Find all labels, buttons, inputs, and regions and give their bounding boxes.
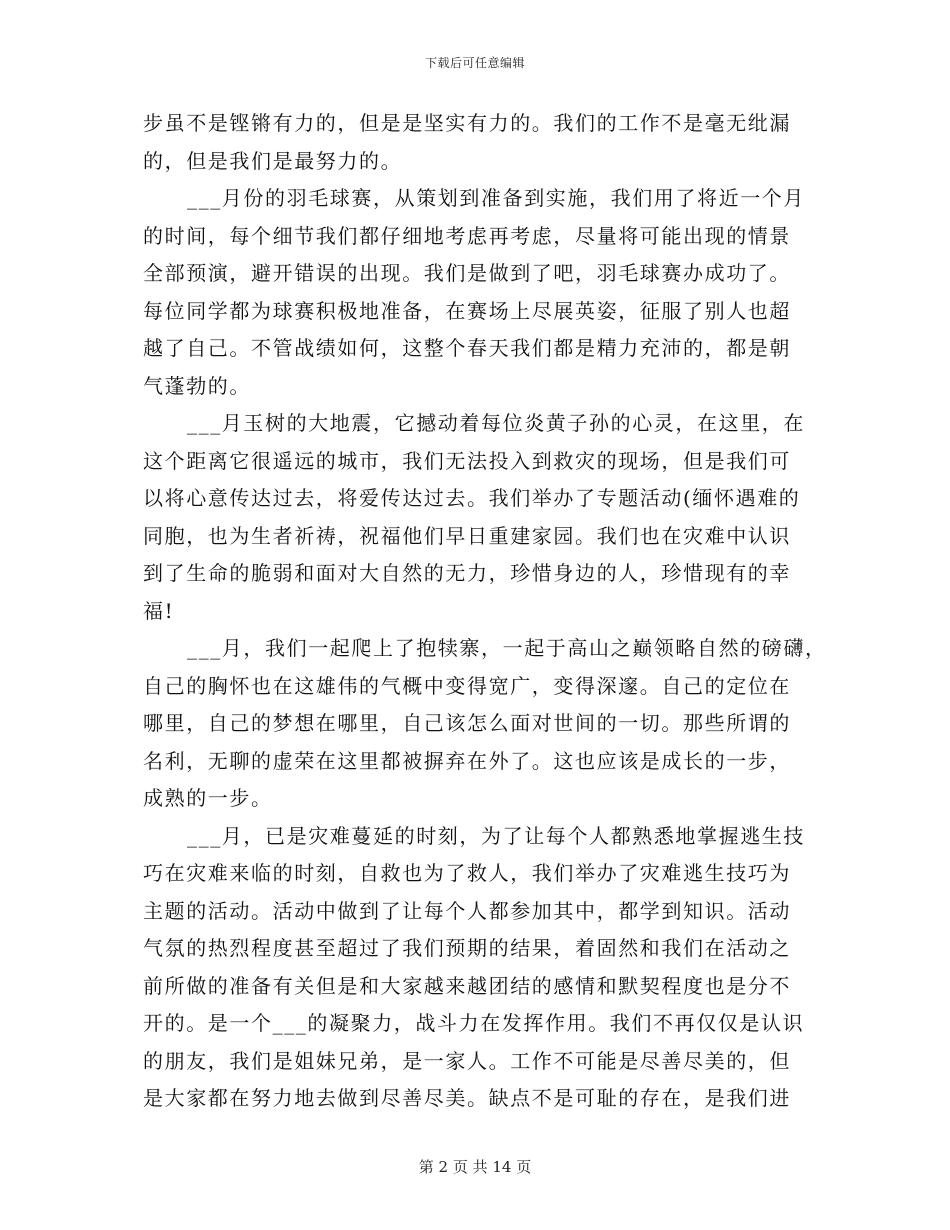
text-line: 越了自己。不管战绩如何，这整个春天我们都是精力充沛的，都是朝 [143, 336, 791, 360]
text-line: ___月，已是灾难蔓延的时刻，为了让每个人都熟悉地掌握逃生技 [187, 823, 805, 848]
text-line: 的，但是我们是最努力的。 [143, 148, 403, 173]
text-line: ___月份的羽毛球赛，从策划到准备到实施，我们用了将近一个月 [187, 186, 805, 210]
text-line: 成熟的一步。 [143, 786, 273, 810]
text-line: 主题的活动。活动中做到了让每个人都参加其中，都学到知识。活动 [143, 898, 791, 923]
text-line: 自己的胸怀也在这雄伟的气概中变得宽广，变得深邃。自己的定位在 [143, 673, 791, 698]
document-body [143, 105, 833, 1118]
text-line: ___月，我们一起爬上了抱犊寨，一起于高山之巅领略自然的磅礴， [187, 636, 827, 660]
text-line: 哪里，自己的梦想在哪里，自己该怎么面对世间的一切。那些所谓的 [143, 711, 791, 735]
text-line: 名利，无聊的虚荣在这里都被摒弃在外了。这也应该是成长的一步， [143, 748, 791, 773]
text-line: 是大家都在努力地去做到尽善尽美。缺点不是可耻的存在，是我们进 [143, 1086, 791, 1110]
text-line: 的时间，每个细节我们都仔细地考虑再考虑，尽量将可能出现的情景 [143, 223, 791, 248]
page-header: 下载后可任意编辑 [424, 56, 525, 70]
text-line: 同胞，也为生者祈祷，祝福他们早日重建家园。我们也在灾难中认识 [143, 523, 791, 548]
text-line: 以将心意传达过去，将爱传达过去。我们举办了专题活动(缅怀遇难的 [143, 486, 801, 510]
text-line: 开的。是一个___的凝聚力，战斗力在发挥作用。我们不再仅仅是认识 [143, 1011, 805, 1035]
text-line: 福! [143, 598, 175, 623]
text-line: 到了生命的脆弱和面对大自然的无力，珍惜身边的人，珍惜现有的幸 [143, 561, 791, 585]
text-line: 前所做的准备有关但是和大家越来越团结的感情和默契程度也是分不 [143, 973, 791, 998]
text-line: 这个距离它很遥远的城市，我们无法投入到救灾的现场，但是我们可 [143, 448, 791, 473]
text-line: 的朋友，我们是姐妹兄弟，是一家人。工作不可能是尽善尽美的，但 [143, 1048, 791, 1073]
text-line: 步虽不是铿锵有力的，但是是坚实有力的。我们的工作不是毫无纰漏 [143, 111, 791, 135]
text-line: 每位同学都为球赛积极地准备，在赛场上尽展英姿，征服了别人也超 [143, 298, 791, 323]
text-line: 气蓬勃的。 [143, 373, 251, 398]
text-line: 全部预演，避开错误的出现。我们是做到了吧，羽毛球赛办成功了。 [143, 261, 791, 285]
text-line: 气氛的热烈程度甚至超过了我们预期的结果，着固然和我们在活动之 [143, 936, 791, 960]
text-line: ___月玉树的大地震，它撼动着每位炎黄子孙的心灵，在这里，在 [187, 411, 805, 435]
page-number-footer: 第 2 页 共 14 页 [418, 1158, 532, 1176]
text-line: 巧在灾难来临的时刻，自救也为了救人，我们举办了灾难逃生技巧为 [143, 861, 791, 885]
